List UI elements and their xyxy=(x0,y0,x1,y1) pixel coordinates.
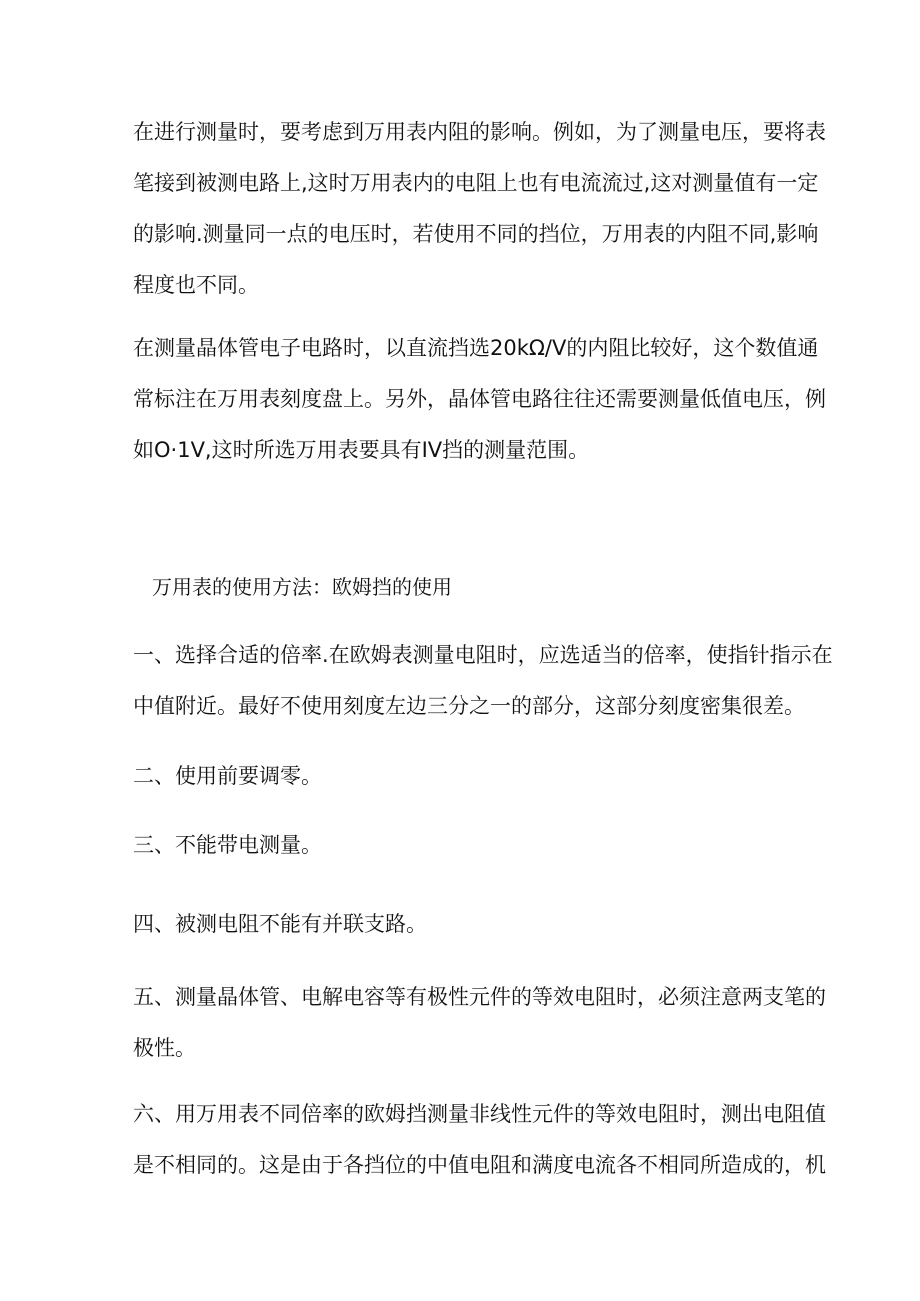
text-line: 的影响.测量同一点的电压时，若使用不同的挡位，万用表的内阻不同,影响 xyxy=(133,222,819,246)
list-item-2 xyxy=(133,751,798,802)
text-line: 在进行测量时，要考虑到万用表内阻的影响。例如，为了测量电压，要将表 xyxy=(133,120,826,144)
text-line: 四、被测电阻不能有并联支路。 xyxy=(133,912,427,936)
list-item-1 xyxy=(133,630,833,732)
list-item-4 xyxy=(133,899,798,950)
text-line: 常标注在万用表刻度盘上。另外，晶体管电路往往还需要测量低值电压，例 xyxy=(133,387,826,411)
list-item-6 xyxy=(133,1089,826,1191)
text-line: 程度也不同。 xyxy=(133,273,259,297)
section-heading: 万用表的使用方法：欧姆挡的使用 xyxy=(152,575,452,599)
paragraph-internal-resistance xyxy=(133,107,826,311)
text-line: 六、用万用表不同倍率的欧姆挡测量非线性元件的等效电阻时，测出电阻值 xyxy=(133,1102,826,1126)
text-line: 中值附近。最好不使用刻度左边三分之一的部分，这部分刻度密集很差。 xyxy=(133,694,805,718)
text-line: 五、测量晶体管、电解电容等有极性元件的等效电阻时，必须注意两支笔的 xyxy=(133,985,826,1009)
text-line: 是不相同的。这是由于各挡位的中值电阻和满度电流各不相同所造成的，机 xyxy=(133,1153,826,1177)
text-line: 极性。 xyxy=(133,1036,196,1060)
text-line: 如O·1V,这时所选万用表要具有IV挡的测量范围。 xyxy=(133,438,590,462)
list-item-3 xyxy=(133,820,798,871)
paragraph-transistor-circuit xyxy=(133,323,826,476)
text-line: 一、选择合适的倍率.在欧姆表测量电阻时，应选适当的倍率，使指针指示在 xyxy=(133,643,833,667)
text-line: 在测量晶体管电子电路时，以直流挡选20kΩ/V的内阻比较好，这个数值通 xyxy=(133,336,819,360)
text-line: 二、使用前要调零。 xyxy=(133,764,322,788)
text-line: 笔接到被测电路上,这时万用表内的电阻上也有电流流过,这对测量值有一定 xyxy=(133,171,819,195)
text-line: 三、不能带电测量。 xyxy=(133,833,322,857)
list-item-5 xyxy=(133,972,826,1074)
